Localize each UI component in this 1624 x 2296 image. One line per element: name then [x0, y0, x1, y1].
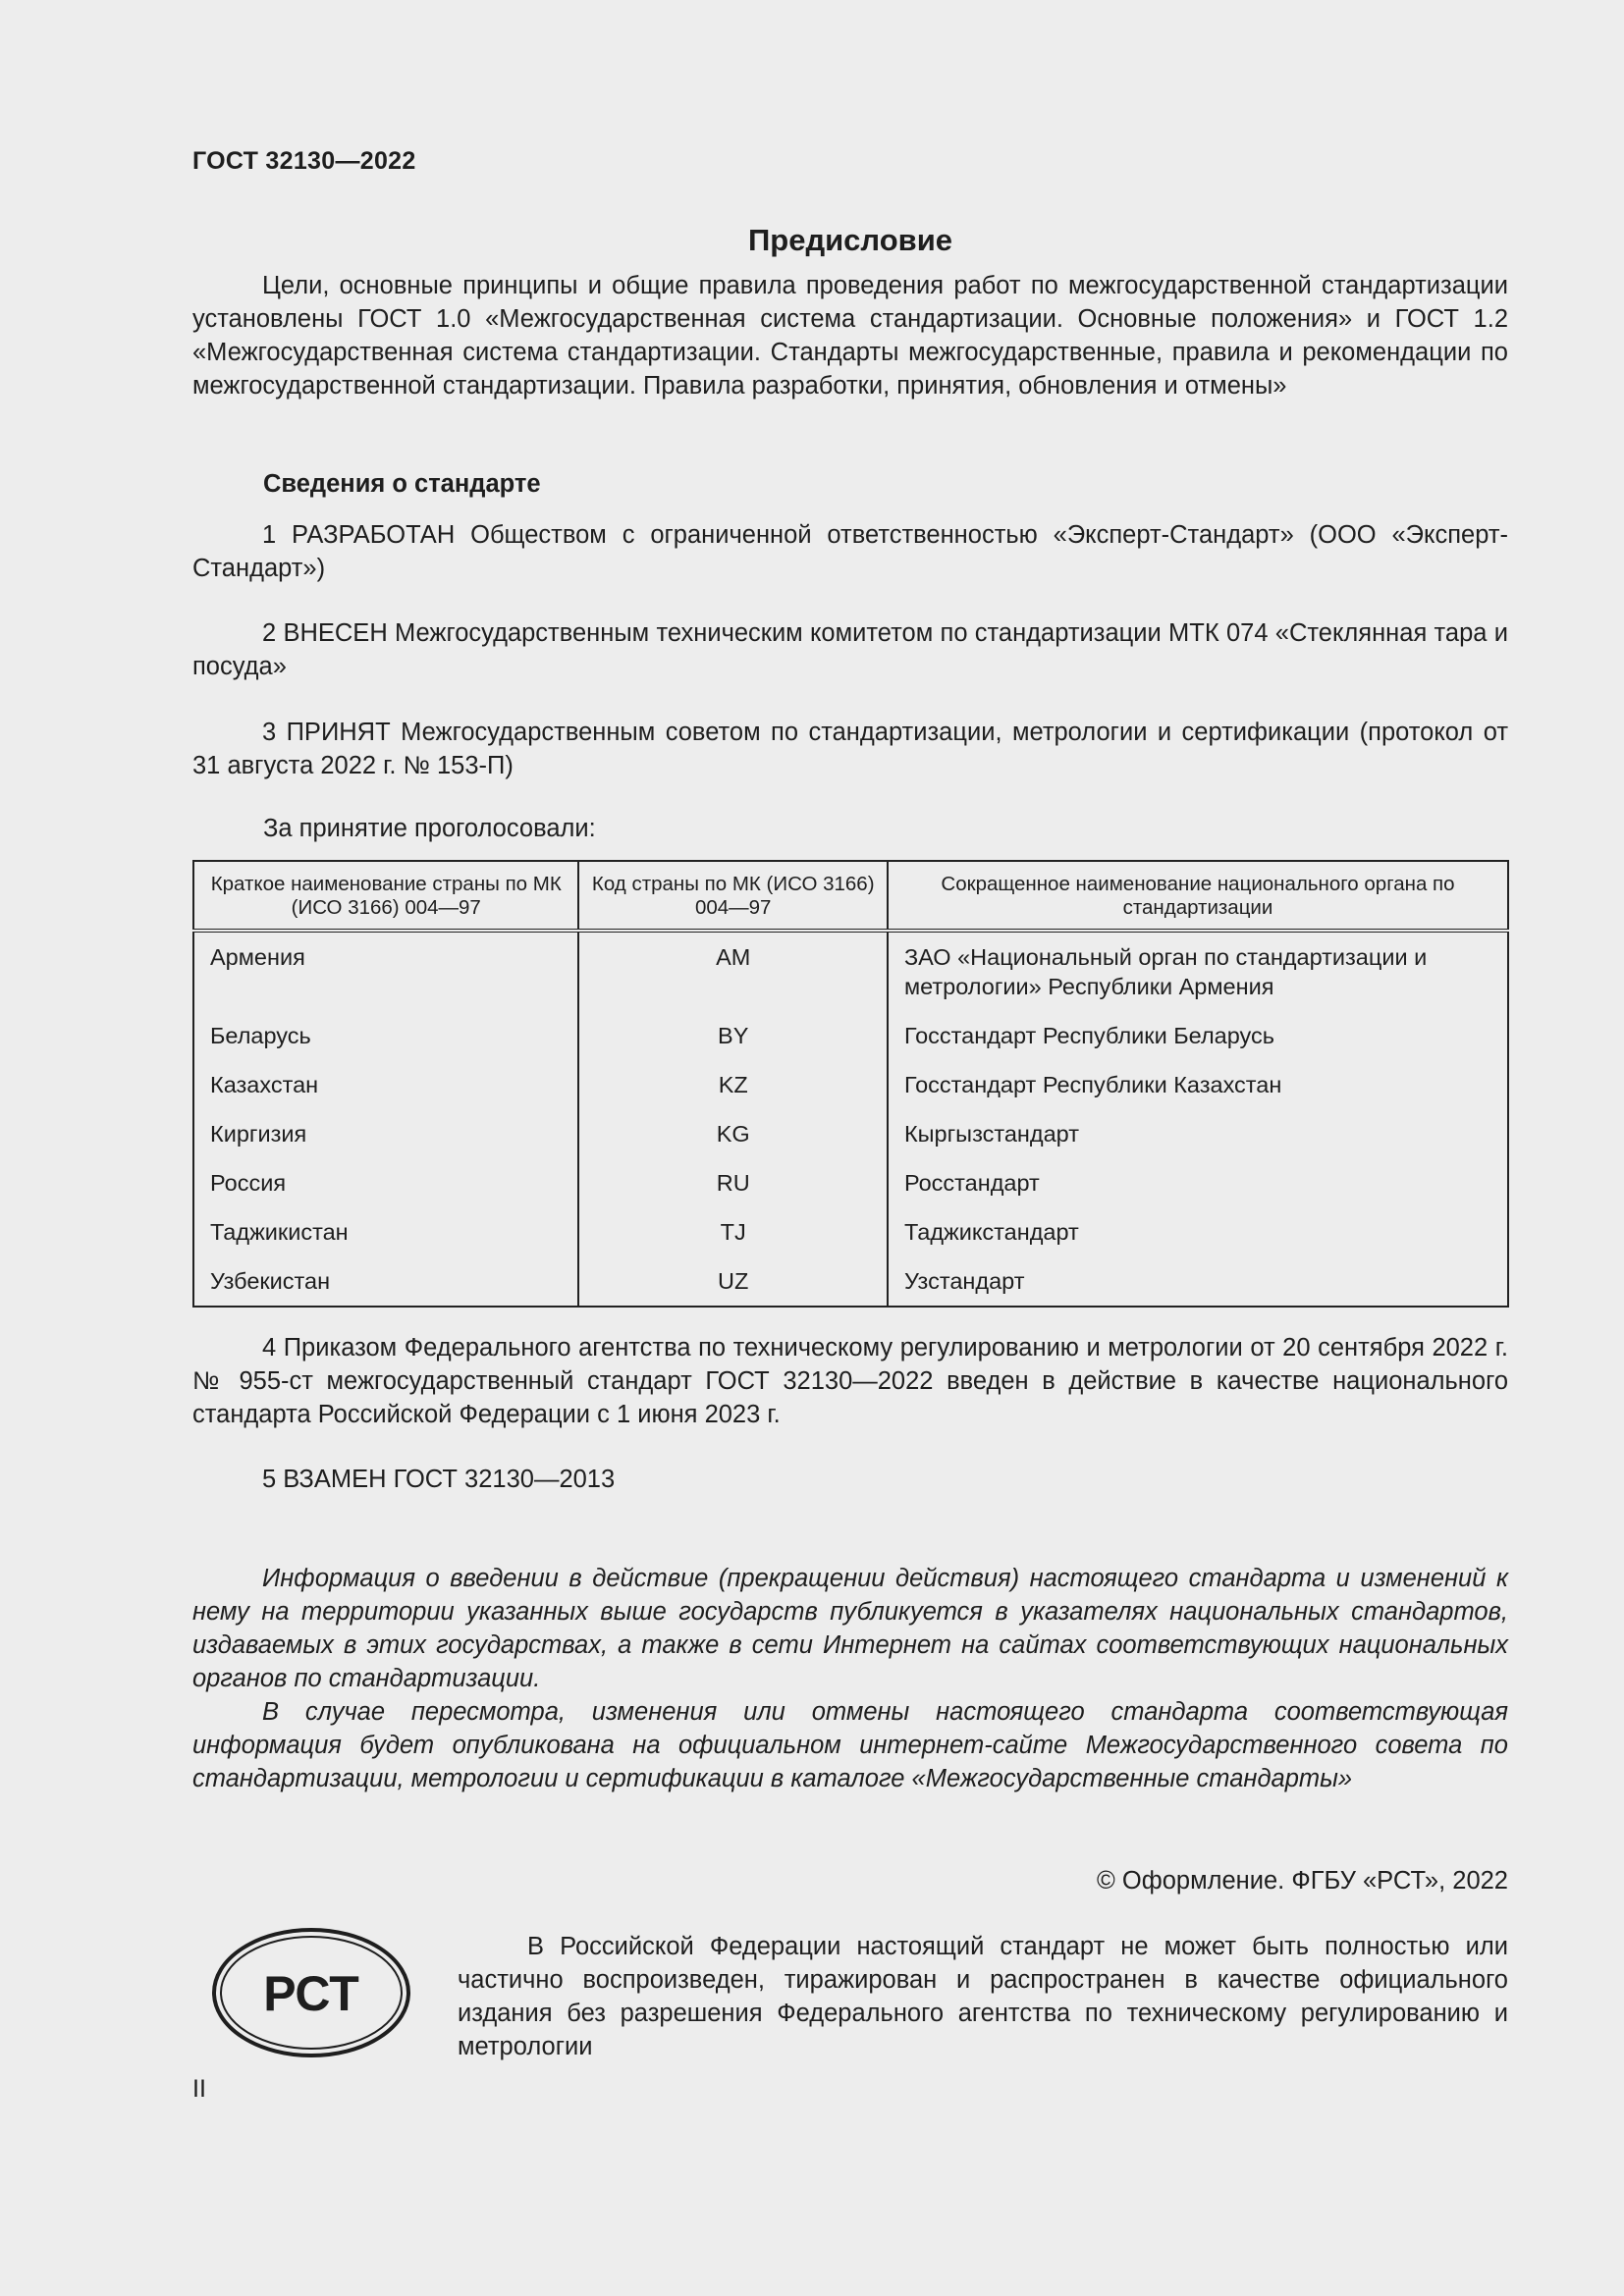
header-country: Краткое наименование страны по МК (ИСО 3166) 004—97: [193, 861, 578, 931]
header-body: Сокращенное наименование национального органа по стандартизации: [888, 861, 1508, 931]
footer-notice: В Российской Федерации настоящий стандарт не может быть полностью или частично воспроизведен, тиражирован и распространен в качестве официального издания без разрешения Федерального агентства по техническому регулированию и метрологии: [458, 1933, 1508, 2060]
cell-country: Армения: [193, 931, 578, 1011]
cell-country: Беларусь: [193, 1011, 578, 1060]
table-row: [193, 1109, 1508, 1158]
cell-country: Казахстан: [193, 1060, 578, 1109]
item-replaces: 5 ВЗАМЕН ГОСТ 32130—2013: [262, 1466, 616, 1493]
item-introduced: 2 ВНЕСЕН Межгосударственным техническим комитетом по стандартизации МТК 074 «Стеклянная тара и посуда»: [192, 619, 1508, 680]
note-info: Информация о введении в действие (прекращении действия) настоящего стандарта и изменений к нему на территории указанных выше государств публикуется в указателях национальных стандартов, издаваемых в этих государствах, а также в сети Интернет на сайтах соответствующих национальных органов по стандартизации.: [192, 1565, 1508, 1692]
cell-code: RU: [578, 1158, 887, 1207]
info-heading: Сведения о стандарте: [263, 470, 541, 498]
table-row: [193, 1060, 1508, 1109]
cell-code: UZ: [578, 1256, 887, 1307]
document-code: ГОСТ 32130—2022: [192, 147, 416, 175]
item-order: 4 Приказом Федерального агентства по техническому регулированию и метрологии от 20 сентября 2022 г. № 955-ст межгосударственный стандарт ГОСТ 32130—2022 введен в действие в качестве национального стандарта Российской Федерации с 1 июня 2023 г.: [192, 1334, 1508, 1428]
item-adopted: 3 ПРИНЯТ Межгосударственным советом по стандартизации, метрологии и сертификации (протокол от 31 августа 2022 г. № 153-П): [192, 719, 1508, 779]
cell-country: Киргизия: [193, 1109, 578, 1158]
item-developed: 1 РАЗРАБОТАН Обществом с ограниченной ответственностью «Эксперт-Стандарт» (ООО «Эксперт-Стандарт»): [192, 521, 1508, 582]
logo-text: РСТ: [263, 1966, 359, 2021]
cell-code: BY: [578, 1011, 887, 1060]
table-row: [193, 1256, 1508, 1307]
cell-code: AM: [578, 931, 887, 1011]
cell-country: Россия: [193, 1158, 578, 1207]
cell-body: Кыргызстандарт: [888, 1109, 1508, 1158]
page-title: Предисловие: [747, 223, 952, 257]
cell-body: Росстандарт: [888, 1158, 1508, 1207]
intro-paragraph: Цели, основные принципы и общие правила проведения работ по межгосударственной стандартизации установлены ГОСТ 1.0 «Межгосударственная система стандартизации. Основные положения» и ГОСТ 1.2 «Межгосударственная система стандартизации. Стандарты межгосударственные, правила и рекомендации по межгосударственной стандартизации. Правила разработки, принятия, обновления и отмены»: [192, 272, 1508, 400]
copyright-line: © Оформление. ФГБУ «РСТ», 2022: [1097, 1867, 1508, 1895]
cell-country: Таджикистан: [193, 1207, 578, 1256]
header-code: Код страны по МК (ИСО 3166) 004—97: [578, 861, 887, 931]
cell-body: Госстандарт Республики Беларусь: [888, 1011, 1508, 1060]
table-row: [193, 1158, 1508, 1207]
table-header-row: [193, 861, 1508, 931]
votes-table: [192, 860, 1509, 1308]
table-row: [193, 931, 1508, 1011]
cell-body: ЗАО «Национальный орган по стандартизации и метрологии» Республики Армения: [888, 931, 1508, 1011]
cell-body: Таджикстандарт: [888, 1207, 1508, 1256]
rst-logo: [210, 1926, 412, 2059]
cell-code: TJ: [578, 1207, 887, 1256]
cell-body: Узстандарт: [888, 1256, 1508, 1307]
cell-body: Госстандарт Республики Казахстан: [888, 1060, 1508, 1109]
votes-intro: За принятие проголосовали:: [263, 815, 596, 842]
cell-code: KZ: [578, 1060, 887, 1109]
cell-code: KG: [578, 1109, 887, 1158]
page-number: II: [192, 2075, 206, 2103]
table-row: [193, 1207, 1508, 1256]
table-row: [193, 1011, 1508, 1060]
note-revision: В случае пересмотра, изменения или отмены настоящего стандарта соответствующая информация будет опубликована на официальном интернет-сайте Межгосударственного совета по стандартизации, метрологии и сертификации в каталоге «Межгосударственные стандарты»: [192, 1698, 1508, 1792]
cell-country: Узбекистан: [193, 1256, 578, 1307]
